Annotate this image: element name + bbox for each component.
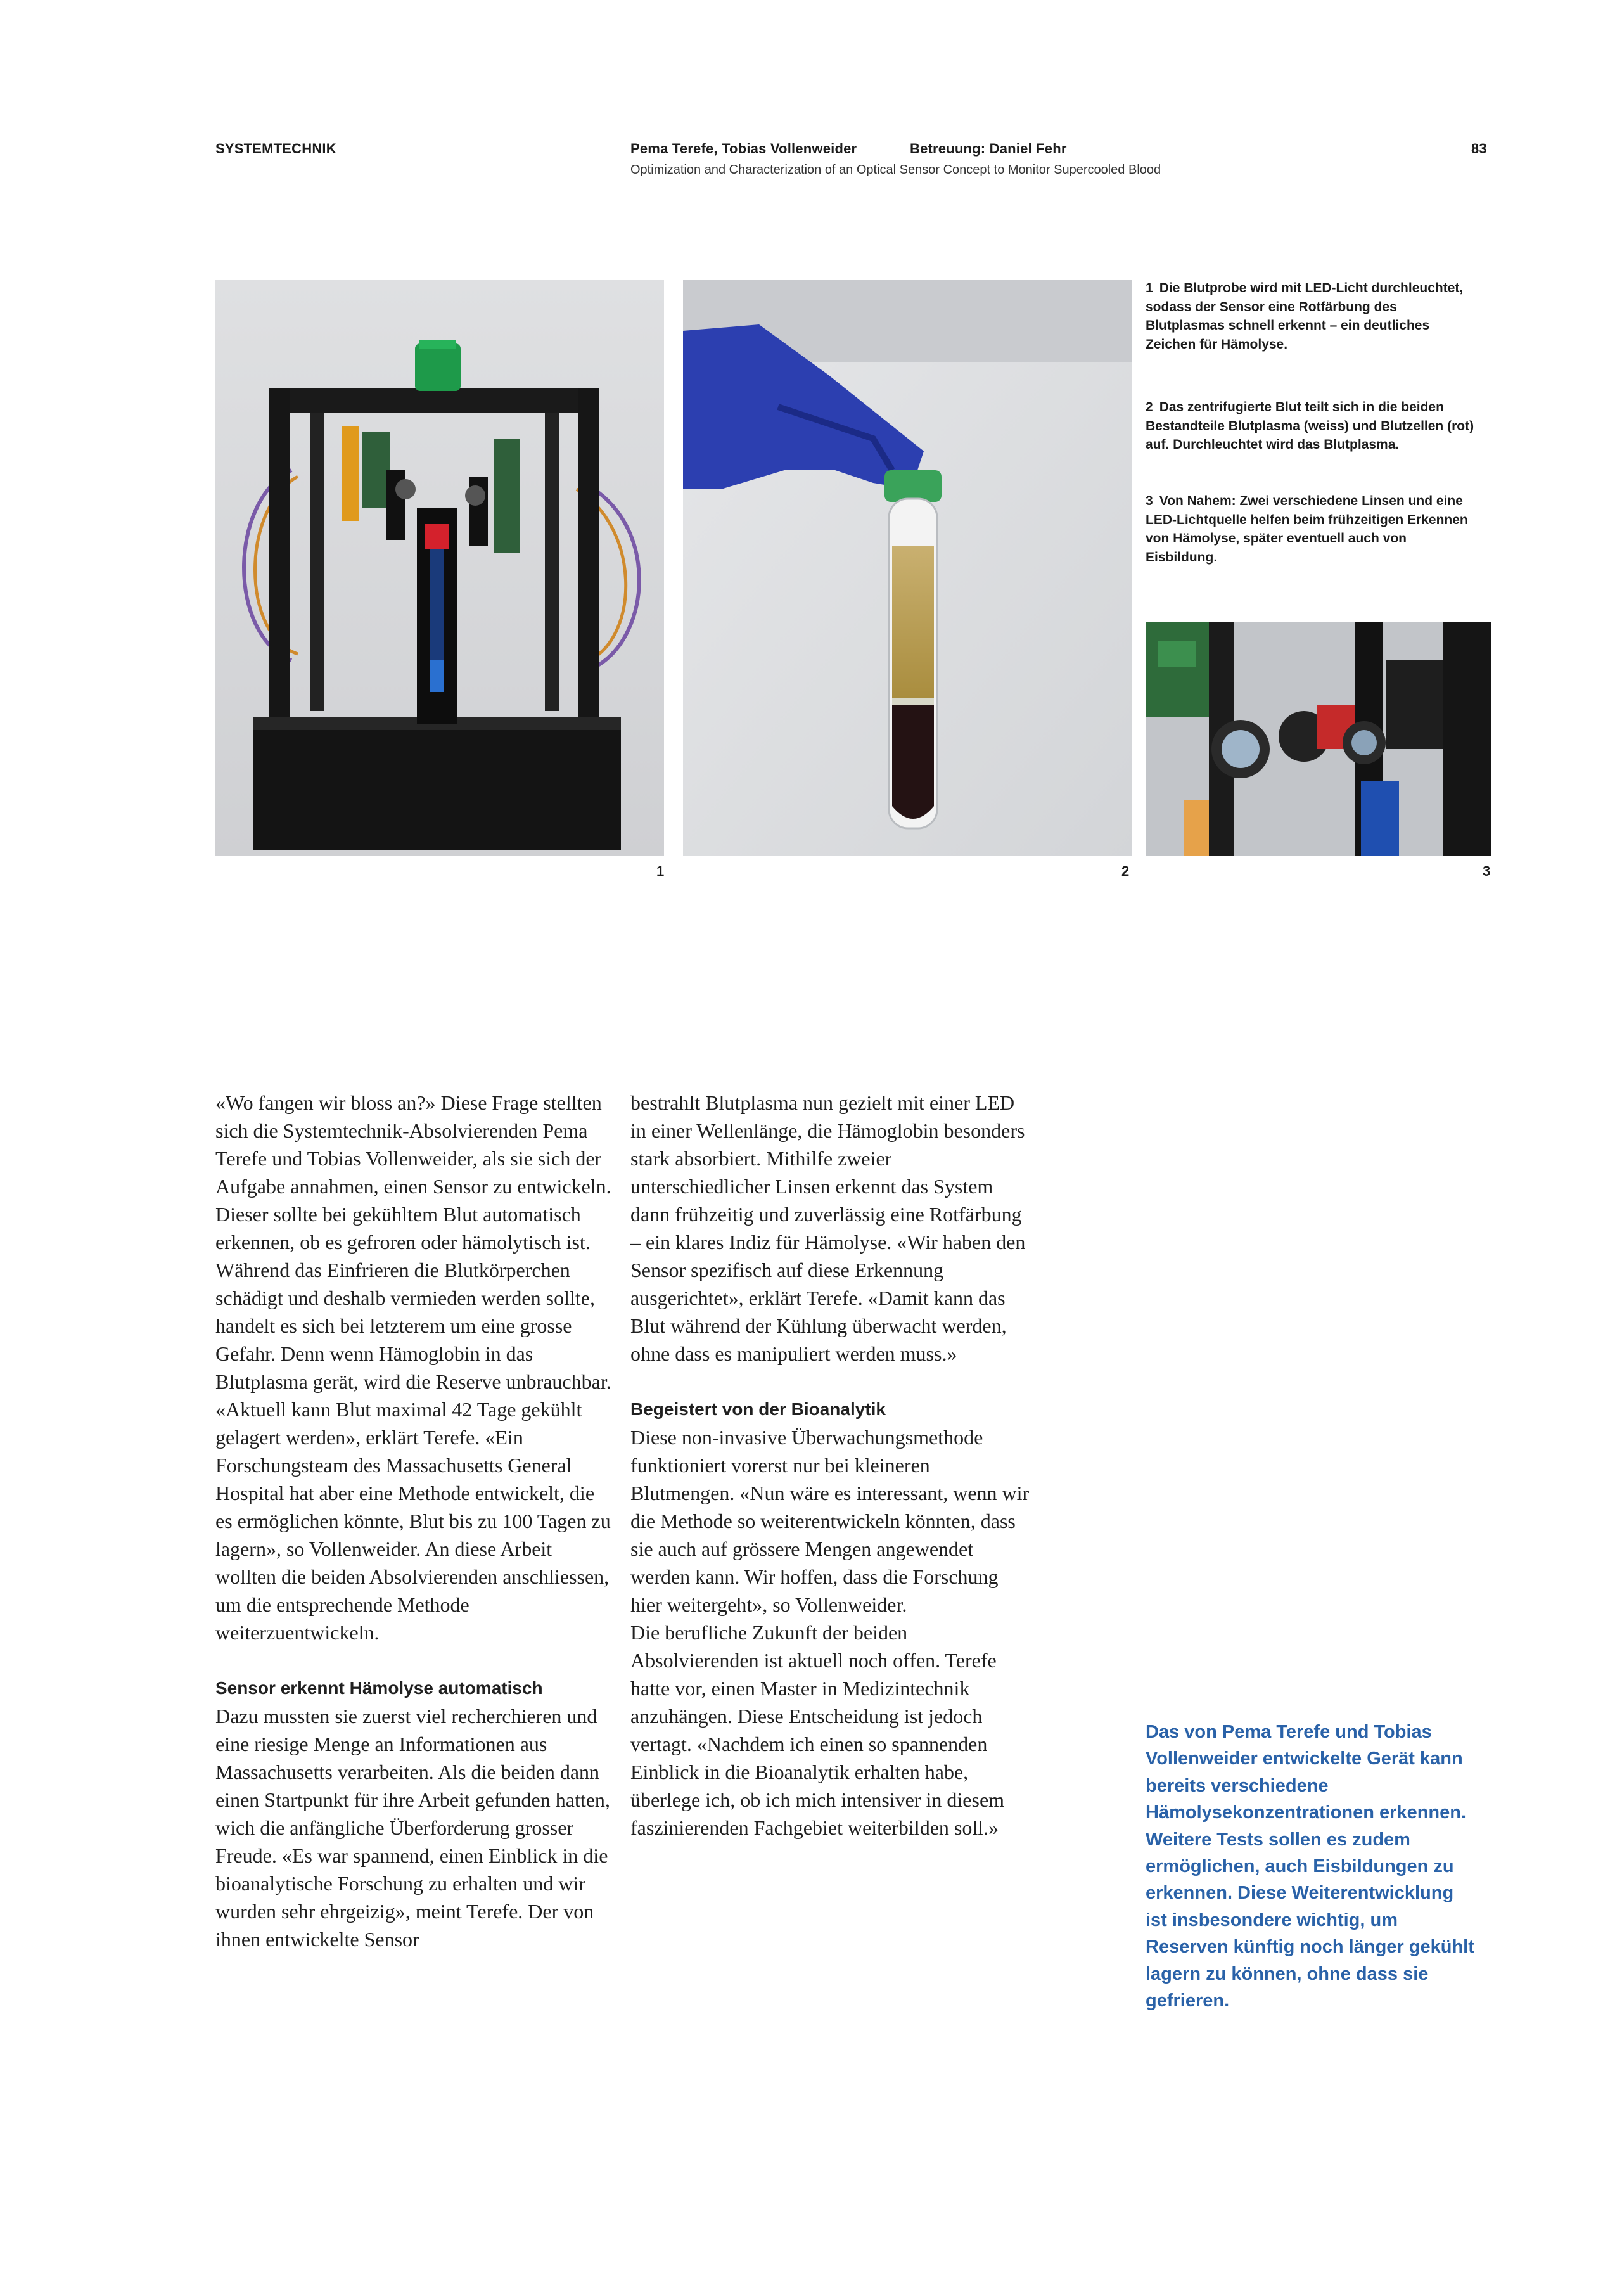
col1-subheading: Sensor erkennt Hämolyse automatisch [215, 1678, 543, 1698]
col2-subheading: Begeistert von der Bioanalytik [630, 1399, 886, 1419]
figure-1-number: 1 [656, 863, 665, 879]
col2-paragraph-2: Diese non-invasive Überwachungsmethode funktioniert vorerst nur bei kleineren Blutmengen. «Nun wäre es interessant, wenn wir die Methode so weiterentwickeln könnten, dass sie auch auf grössere Mengen angewendet werden kann. Wir hoffen, dass die Forschung hier weitergeht», so Vollenweider. [630, 1426, 1030, 1616]
authors: Pema Terefe, Tobias Vollenweider [630, 141, 857, 157]
figure-2-photo [683, 280, 1132, 856]
figure-3-photo [1146, 622, 1491, 856]
figure-2-number: 2 [1121, 863, 1130, 879]
col1-paragraph-1: «Wo fangen wir bloss an?» Diese Frage stellten sich die Systemtechnik-Absolvierenden Pema Terefe und Tobias Vollenweider, als sie sich der Aufgabe annahmen, einen Sensor zu entwickeln. Dieser sollte bei gekühltem Blut automatisch erkennen, ob es gefroren oder hämolytisch ist. Während das Einfrieren die Blutkörperchen schädigt und deshalb vermieden werden sollte, handelt es sich bei letzterem um eine grosse Gefahr. Denn wenn Hämoglobin in das Blutplasma gerät, wird die Reserve unbrauchbar. «Aktuell kann Blut maximal 42 Tage gekühlt gelagert werden», erklärt Terefe. «Ein Forschungsteam des Massachusetts General Hospital hat aber eine Methode entwickelt, die es ermöglichen könnte, Blut bis zu 100 Tagen zu lagern», so Vollenweider. An diese Arbeit wollten die beiden Absolvierenden anschliessen, um die entsprechende Methode weiterzuentwickeln. [215, 1091, 611, 1644]
caption-1 [1146, 279, 1475, 354]
caption-3 [1146, 492, 1475, 567]
col1-paragraph-2: Dazu mussten sie zuerst viel recherchieren und eine riesige Menge an Informationen aus Massachusetts verarbeiten. Als die beiden dann einen Startpunkt für ihre Arbeit gefunden hatten, wich die anfängliche Überforderung grosser Freude. «Es war spannend, einen Einblick in die bioanalytische Forschung zu erhalten und wir wurden sehr ehrgeizig», meint Terefe. Der von ihnen entwickelte Sensor [215, 1705, 610, 1951]
caption-3-text: Von Nahem: Zwei verschiedene Linsen und eine LED-Lichtquelle helfen beim frühzeitigen Erkennen von Hämolyse, später eventuell auch von Eisbildung. [1146, 494, 1468, 565]
col2-paragraph-1: bestrahlt Blutplasma nun gezielt mit einer LED in einer Wellenlänge, die Hämoglobin besonders stark absorbiert. Mithilfe zweier unterschiedlicher Linsen erkennt das System dann frühzeitig und zuverlässig eine Rotfärbung – ein klares Indiz für Hämolyse. «Wir haben den Sensor spezifisch auf diese Erkennung ausgerichtet», erklärt Terefe. «Damit kann das Blut während der Kühlung überwacht werden, ohne dass es manipuliert werden muss.» [630, 1091, 1026, 1365]
caption-1-number: 1 [1146, 281, 1153, 295]
caption-3-number: 3 [1146, 494, 1153, 508]
caption-2-number: 2 [1146, 400, 1153, 414]
supervision: Betreuung: Daniel Fehr [910, 141, 1067, 157]
body-column-1 [215, 1089, 615, 1953]
caption-2-text: Das zentrifugierte Blut teilt sich in die beiden Bestandteile Blutplasma (weiss) und Blutzellen (rot) auf. Durchleuchtet wird das Blutplasma. [1146, 400, 1474, 452]
caption-2 [1146, 398, 1475, 454]
body-column-2 [630, 1089, 1030, 1842]
article-title: Optimization and Characterization of an Optical Sensor Concept to Monitor Supercooled Blood [630, 163, 1161, 177]
section-label: SYSTEMTECHNIK [215, 141, 336, 157]
page-number: 83 [1471, 141, 1487, 157]
figure-3-number: 3 [1483, 863, 1491, 879]
figure-1-photo [215, 280, 664, 856]
col2-paragraph-3: Die berufliche Zukunft der beiden Absolvierenden ist aktuell noch offen. Terefe hatte vor, einen Master in Medizintechnik anzuhängen. Diese Entscheidung ist jedoch vertagt. «Nachdem ich einen so spannenden Einblick in die Bioanalytik erhalten habe, überlege ich, ob ich mich intensiver in diesem faszinierenden Fachgebiet weiterbilden soll.» [630, 1621, 1005, 1839]
caption-1-text: Die Blutprobe wird mit LED-Licht durchleuchtet, sodass der Sensor eine Rotfärbung des Blutplasmas schnell erkennt – ein deutliches Zeichen für Hämolyse. [1146, 281, 1464, 352]
pull-quote: Das von Pema Terefe und Tobias Vollenweider entwickelte Gerät kann bereits verschiedene Hämolysekonzentrationen erkennen. Weitere Tests sollen es zudem ermöglichen, auch Eisbildungen zu erkennen. Diese Weiterentwicklung ist insbesondere wichtig, um Reserven künftig noch länger gekühlt lagern zu können, ohne dass sie gefrieren. [1146, 1722, 1474, 2011]
